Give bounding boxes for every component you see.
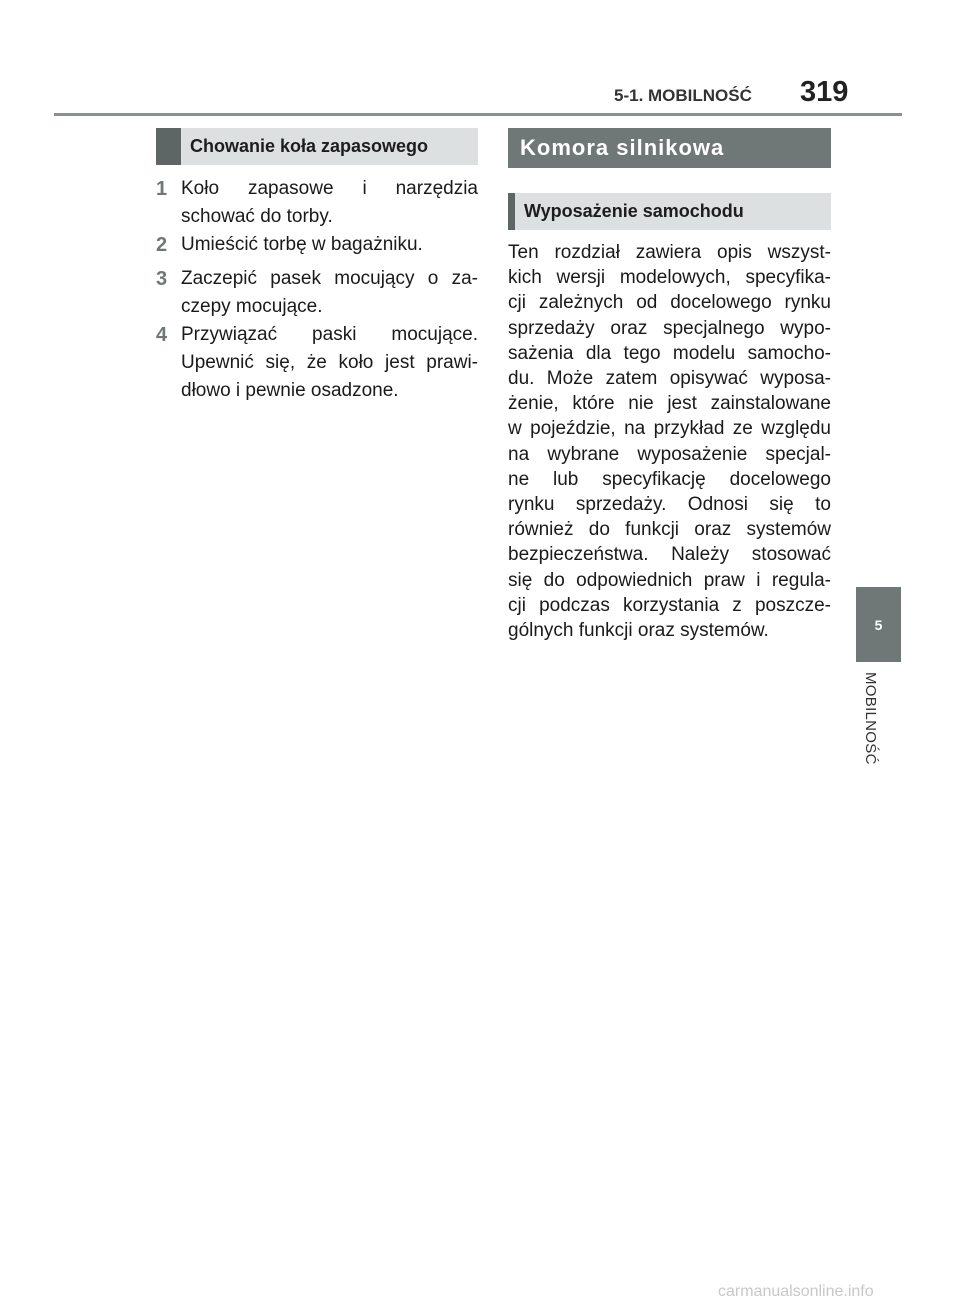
heading-marker xyxy=(508,193,515,230)
body-line: również do funkcji oraz systemów xyxy=(508,519,831,541)
body-line: cji zależnych od docelowego rynku xyxy=(508,292,831,314)
body-line: kich wersji modelowych, specyfika- xyxy=(508,267,831,289)
body-line: gólnych funkcji oraz systemów. xyxy=(508,620,769,642)
step-1 xyxy=(156,175,478,231)
heading-spare-wheel-storage-label: Chowanie koła zapasowego xyxy=(190,136,429,156)
body-line: du. Może zatem opisywać wyposa- xyxy=(508,368,831,390)
heading-marker xyxy=(156,128,181,165)
body-line: w pojeździe, na przykład ze względu xyxy=(508,418,831,440)
body-line: się do odpowiednich praw i regula- xyxy=(508,569,831,591)
step-text-line: Przywiązać paski mocujące. xyxy=(181,324,478,345)
heading-spare-wheel-storage xyxy=(156,128,478,165)
body-line: żenie, które nie jest zainstalowane xyxy=(508,393,831,415)
body-line: ne lub specyfikację docelowego xyxy=(508,468,831,490)
heading-engine-compartment xyxy=(508,128,831,168)
step-text-line: czepy mocujące. xyxy=(181,296,323,317)
step-text-line: Upewnić się, że koło jest prawi- xyxy=(181,352,478,373)
body-line: sprzedaży oraz specjalnego wypo- xyxy=(508,317,831,339)
heading-engine-compartment-label: Komora silnikowa xyxy=(520,135,725,160)
step-number: 1 xyxy=(156,178,168,200)
watermark: carmanualsonline.info xyxy=(718,1283,874,1300)
chapter-label: MOBILNOŚĆ xyxy=(862,672,879,765)
body-line: rynku sprzedaży. Odnosi się to xyxy=(508,494,831,516)
equipment-description xyxy=(508,240,831,643)
step-4 xyxy=(156,321,478,405)
body-line: cji podczas korzystania z poszcze- xyxy=(508,594,831,616)
step-number: 3 xyxy=(156,268,168,290)
step-text-line: dłowo i pewnie osadzone. xyxy=(181,380,399,401)
step-number: 4 xyxy=(156,324,168,346)
section-title: 5-1. MOBILNOŚĆ xyxy=(614,86,752,105)
body-line: na wybrane wyposażenie specjal- xyxy=(508,443,831,465)
step-number: 2 xyxy=(156,234,168,256)
chapter-number: 5 xyxy=(874,616,883,633)
header-divider xyxy=(54,113,902,116)
step-text-line: schować do torby. xyxy=(181,206,333,227)
step-3 xyxy=(156,265,478,321)
step-2 xyxy=(156,231,478,259)
step-text-line: Zaczepić pasek mocujący o za- xyxy=(181,268,478,289)
page-number: 319 xyxy=(800,76,849,108)
heading-vehicle-equipment-label: Wyposażenie samochodu xyxy=(524,201,744,221)
body-line: Ten rozdział zawiera opis wszyst- xyxy=(508,242,831,263)
step-text-line: Umieścić torbę w bagażniku. xyxy=(181,234,423,255)
step-text-line: Koło zapasowe i narzędzia xyxy=(181,178,478,199)
chapter-tab xyxy=(856,587,901,662)
body-line: sażenia dla tego modelu samocho- xyxy=(508,342,831,364)
heading-vehicle-equipment xyxy=(508,193,831,230)
body-line: bezpieczeństwa. Należy stosować xyxy=(508,544,831,566)
